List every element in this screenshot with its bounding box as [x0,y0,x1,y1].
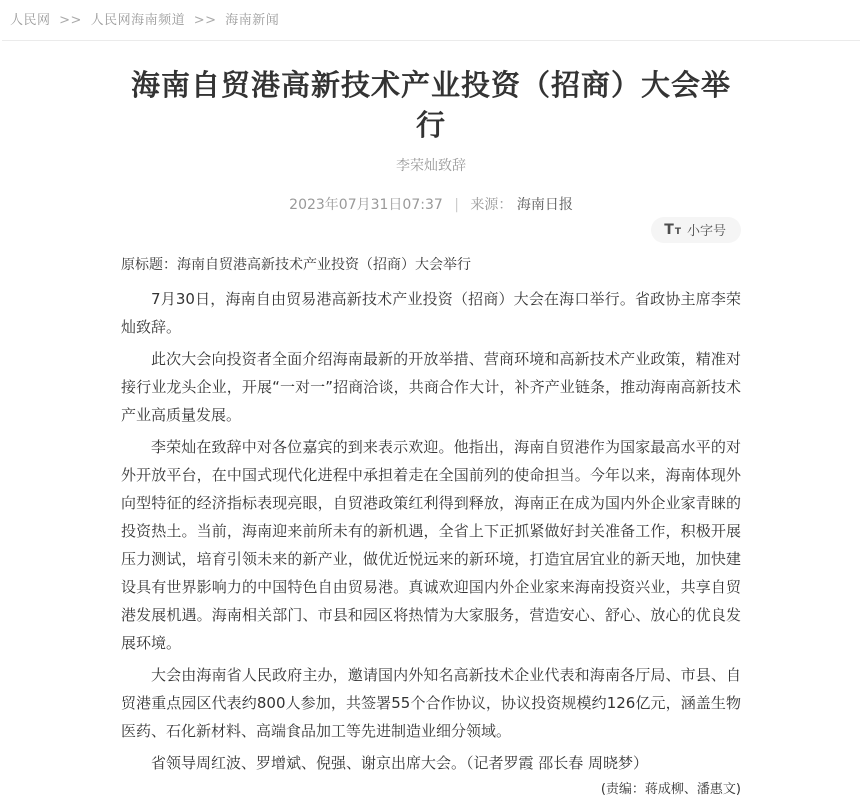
meta-separator: | [454,197,459,213]
article-paragraph: 7月30日，海南自由贸易港高新技术产业投资（招商）大会在海口举行。省政协主席李荣灿致辞。 [121,290,741,336]
article-subtitle: 李荣灿致辞 [396,158,466,174]
original-title-line: 原标题：海南自贸港高新技术产业投资（招商）大会举行 [121,257,471,273]
breadcrumb [0,0,862,28]
article-paragraph: 省领导周红波、罗增斌、倪强、谢京出席大会。（记者罗霞 邵长春 周晓梦） [151,754,649,772]
source-label: 来源： [470,197,513,213]
source-link[interactable]: 海南日报 [516,197,573,213]
font-size-icon: T T [664,221,681,238]
article-title: 海南自贸港高新技术产业投资（招商）大会举行 [130,68,731,142]
publish-date: 2023年07月31日07:37 [289,197,443,213]
breadcrumb-link-people[interactable]: 人民网 [10,13,51,28]
article-body [121,253,741,799]
breadcrumb-separator: >> [193,13,217,28]
editor-credit: (责编：蒋成柳、潘惠文) [600,782,741,797]
font-size-label: 小字号 [686,224,726,239]
font-size-button[interactable] [651,217,741,243]
breadcrumb-link-hainan-channel[interactable]: 人民网海南频道 [90,13,186,28]
breadcrumb-separator: >> [59,13,82,28]
article-toolbar [121,217,741,243]
breadcrumb-link-hainan-news[interactable]: 海南新闻 [225,13,280,28]
article-paragraph: 李荣灿在致辞中对各位嘉宾的到来表示欢迎。他指出，海南自贸港作为国家最高水平的对外开放平台，在中国式现代化进程中承担着走在全国前列的使命担当。今年以来，海南体现外向型特征的经济指标表现亮眼，自贸港政策红利得到释放，海南正在成为国内外企业家青睐的投资热土。当前，海南迎来前所未有的新机遇，全省上下正抓紧做好封关准备工作，积极开展压力测试，培育引领未来的新产业，做优近悦远来的新环境，打造宜居宜业的新天地，加快建设具有世界影响力的中国特色自由贸易港。真诚欢迎国内外企业家来海南投资兴业，共享自贸港发展机遇。海南相关部门、市县和园区将热情为大家服务，营造安心、舒心、放心的优良发展环境。 [121,438,741,652]
article-paragraph: 此次大会向投资者全面介绍海南最新的开放举措、营商环境和高新技术产业政策，精准对接行业龙头企业，开展“一对一”招商洽谈，共商合作大计，补齐产业链条，推动海南高新技术产业高质量发展。 [121,350,741,424]
article-meta [121,196,741,215]
article-column [121,65,741,799]
header-divider [2,40,860,41]
article-paragraph: 大会由海南省人民政府主办，邀请国内外知名高新技术企业代表和海南各厅局、市县、自贸港重点园区代表约800人参加，共签署55个合作协议，协议投资规模约126亿元，涵盖生物医药、石化新材料、高端食品加工等先进制造业细分领域。 [121,666,741,740]
